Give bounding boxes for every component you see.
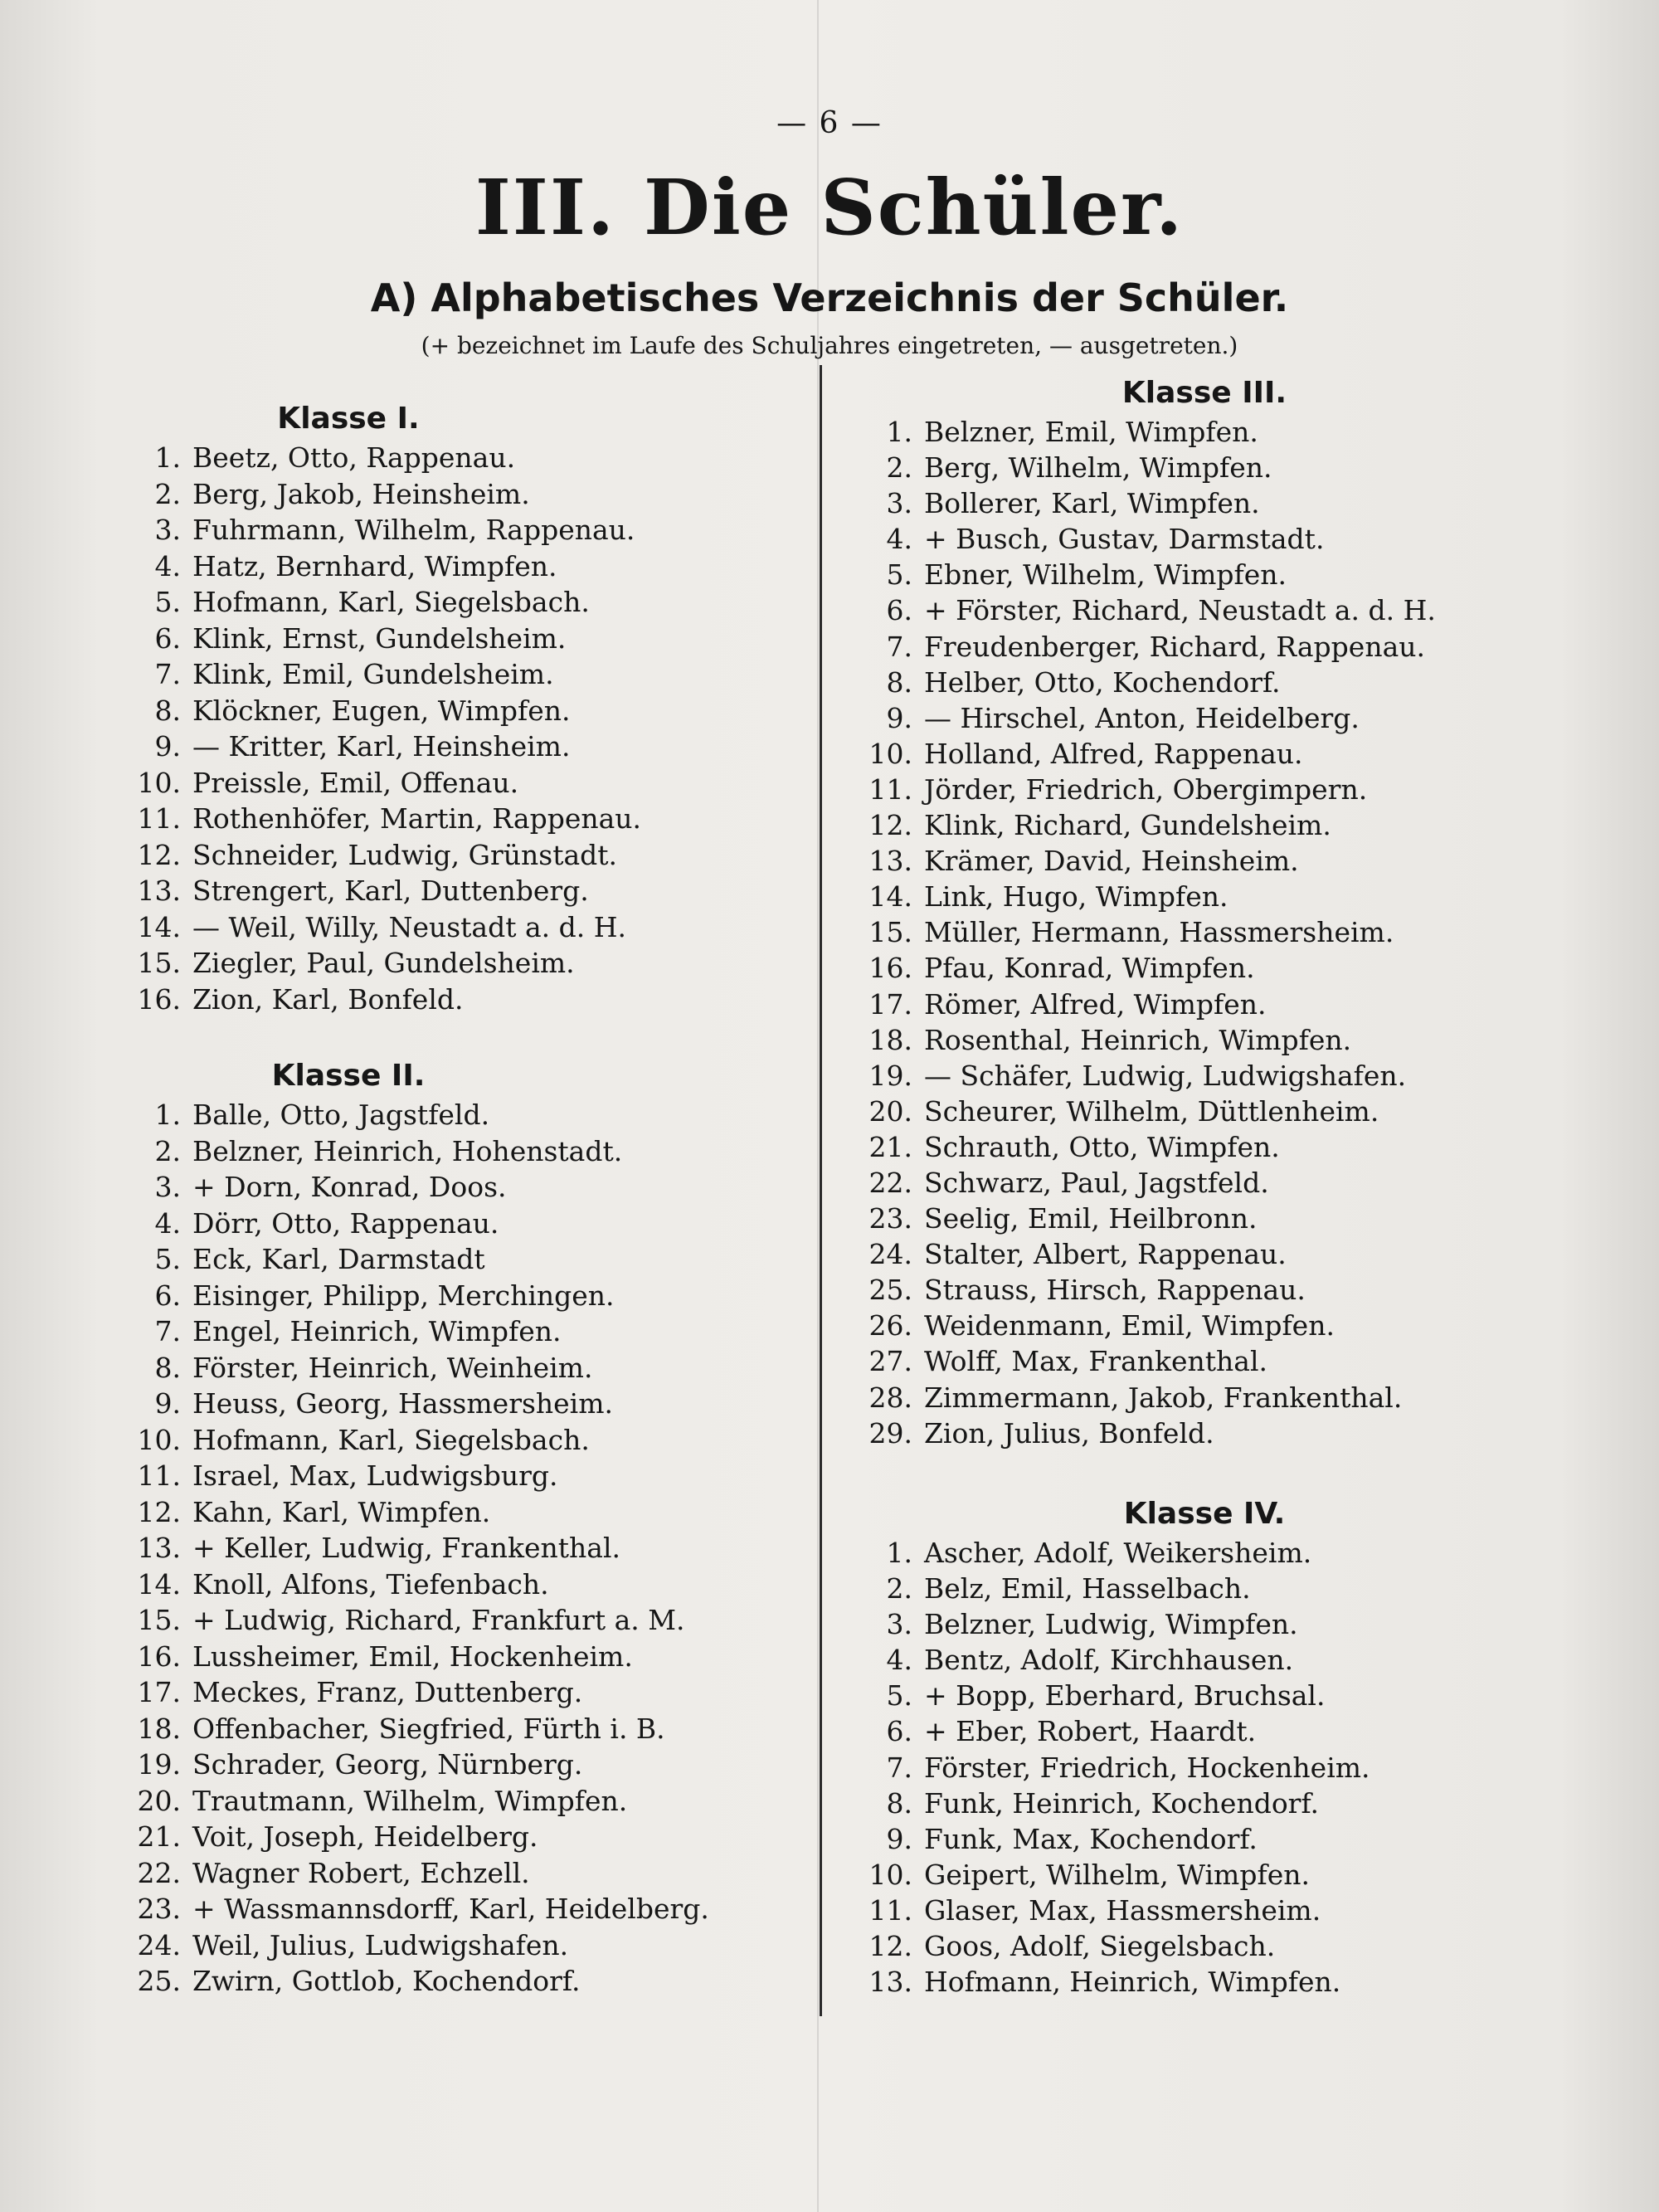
student-entry: Wagner Robert, Echzell. [192, 1856, 530, 1889]
student-entry: + Busch, Gustav, Darmstadt. [924, 523, 1325, 556]
student-entry: Ziegler, Paul, Gundelsheim. [192, 947, 575, 979]
student-entry: Bollerer, Karl, Wimpfen. [924, 487, 1260, 520]
student-entry: + Förster, Richard, Neustadt a. d. H. [924, 594, 1436, 627]
student-entry: Meckes, Franz, Duttenberg. [192, 1676, 583, 1708]
list-item [133, 837, 813, 874]
list-item [133, 548, 813, 585]
entry-number: 7. [154, 1315, 181, 1347]
entry-number: 18. [868, 1023, 912, 1056]
list-item [864, 914, 1594, 950]
list-item [864, 1678, 1594, 1713]
entry-number: 21. [868, 1130, 912, 1163]
list-item [133, 1639, 813, 1675]
list-item [864, 1642, 1594, 1678]
list-item [864, 1272, 1594, 1308]
student-entry: Kahn, Karl, Wimpfen. [192, 1495, 491, 1528]
entry-number: 13. [137, 875, 181, 907]
entry-number: 10. [868, 1858, 912, 1891]
list-item [864, 1415, 1594, 1451]
list-item [133, 1458, 813, 1494]
student-entry: Belzner, Ludwig, Wimpfen. [924, 1608, 1298, 1641]
list-item [864, 414, 1594, 450]
student-entry: Berg, Jakob, Heinsheim. [192, 477, 530, 510]
entry-number: 5. [886, 558, 912, 592]
list-item [133, 1313, 813, 1350]
list-item [864, 1928, 1594, 1964]
entry-number: 13. [868, 1966, 912, 1999]
entry-number: 12. [137, 1495, 181, 1528]
page-number: — 6 — [776, 106, 883, 140]
entry-number: 15. [137, 947, 181, 979]
entry-number: 22. [868, 1166, 912, 1199]
list-item [864, 665, 1594, 700]
student-entry: Rothenhöfer, Martin, Rappenau. [192, 802, 642, 835]
student-entry: Schwarz, Paul, Jagstfeld. [924, 1166, 1269, 1199]
list-item [133, 765, 813, 801]
list-item [133, 1530, 813, 1566]
list-item [133, 656, 813, 693]
student-entry: Goos, Adolf, Siegelsbach. [924, 1930, 1276, 1963]
list-item [133, 1169, 813, 1206]
student-entry: Preissle, Emil, Offenau. [192, 766, 519, 799]
list-item [864, 736, 1594, 772]
list-item [864, 1165, 1594, 1201]
student-entry: + Dorn, Konrad, Doos. [192, 1171, 507, 1203]
student-entry: + Keller, Ludwig, Frankenthal. [192, 1532, 621, 1564]
section-title: III. Die Schüler. [474, 163, 1185, 252]
entry-number: 2. [154, 477, 181, 510]
entry-number: 13. [868, 845, 912, 878]
student-entry: Eisinger, Philipp, Merchingen. [192, 1279, 615, 1312]
list-item [133, 1783, 813, 1820]
entry-number: 28. [868, 1381, 912, 1414]
list-item [864, 1236, 1594, 1272]
list-item [133, 1566, 813, 1603]
entry-number: 10. [137, 766, 181, 799]
klasse-4-entries [864, 1535, 1594, 2000]
klasse-4-list [864, 1493, 1594, 2000]
list-item [864, 1129, 1594, 1165]
student-entry: Balle, Otto, Jagstfeld. [192, 1099, 490, 1131]
student-entry: Belzner, Emil, Wimpfen. [924, 416, 1258, 448]
entry-number: 8. [154, 694, 181, 727]
entry-number: 4. [886, 1644, 912, 1677]
list-item [864, 1308, 1594, 1343]
student-entry: Ebner, Wilhelm, Wimpfen. [924, 558, 1287, 592]
list-item [864, 1094, 1594, 1129]
student-entry: Klink, Emil, Gundelsheim. [192, 658, 554, 690]
entry-number: 12. [137, 838, 181, 871]
entry-number: 20. [137, 1784, 181, 1817]
entry-number: 29. [868, 1416, 912, 1449]
list-item [864, 1893, 1594, 1928]
student-entry: — Hirschel, Anton, Heidelberg. [924, 701, 1360, 734]
list-item [133, 1494, 813, 1531]
list-item [133, 982, 813, 1018]
entry-number: 1. [886, 1537, 912, 1569]
student-entry: — Weil, Willy, Neustadt a. d. H. [192, 910, 627, 943]
entry-number: 19. [868, 1059, 912, 1092]
student-entry: Heuss, Georg, Hassmersheim. [192, 1387, 614, 1420]
student-entry: Seelig, Emil, Heilbronn. [924, 1202, 1258, 1235]
student-entry: Schneider, Ludwig, Grünstadt. [192, 838, 618, 871]
list-item [133, 1097, 813, 1133]
list-item [864, 1821, 1594, 1857]
list-item [133, 440, 813, 476]
student-entry: — Schäfer, Ludwig, Ludwigshafen. [924, 1059, 1407, 1092]
entry-number: 7. [154, 658, 181, 690]
list-item [864, 521, 1594, 557]
entry-number: 2. [886, 451, 912, 485]
list-item [864, 1606, 1594, 1642]
student-entry: Funk, Max, Kochendorf. [924, 1822, 1258, 1855]
entry-number: 17. [868, 987, 912, 1021]
student-entry: + Ludwig, Richard, Frankfurt a. M. [192, 1604, 685, 1636]
entry-number: 14. [137, 910, 181, 943]
legend-note: (+ bezeichnet im Laufe des Schuljahres eingetreten, — ausgetreten.) [421, 332, 1238, 359]
list-item [133, 873, 813, 909]
entry-number: 11. [137, 1459, 181, 1492]
entry-number: 5. [154, 1243, 181, 1275]
list-item [864, 1964, 1594, 2000]
student-entry: Engel, Heinrich, Wimpfen. [192, 1315, 562, 1347]
list-item [133, 1674, 813, 1711]
entry-number: 16. [868, 952, 912, 985]
entry-number: 25. [868, 1274, 912, 1307]
entry-number: 5. [154, 586, 181, 618]
student-entry: Voit, Joseph, Heidelberg. [192, 1820, 538, 1853]
list-item [864, 1343, 1594, 1379]
student-entry: Strengert, Karl, Duttenberg. [192, 875, 589, 907]
student-entry: Belz, Emil, Hasselbach. [924, 1572, 1251, 1605]
entry-number: 8. [886, 1786, 912, 1820]
entry-number: 6. [886, 1715, 912, 1748]
entry-number: 17. [137, 1676, 181, 1708]
student-entry: Pfau, Konrad, Wimpfen. [924, 952, 1255, 985]
list-item [133, 1386, 813, 1422]
list-item [133, 1891, 813, 1927]
list-item [133, 621, 813, 657]
entry-number: 7. [886, 630, 912, 663]
list-item [864, 1857, 1594, 1893]
student-entry: Förster, Friedrich, Hockenheim. [924, 1751, 1370, 1784]
student-entry: Stalter, Albert, Rappenau. [924, 1238, 1287, 1271]
student-entry: Dörr, Otto, Rappenau. [192, 1206, 499, 1240]
student-entry: Zimmermann, Jakob, Frankenthal. [924, 1381, 1403, 1414]
entry-number: 14. [868, 880, 912, 914]
student-entry: Berg, Wilhelm, Wimpfen. [924, 451, 1272, 485]
entry-number: 3. [886, 1608, 912, 1641]
entry-number: 2. [886, 1572, 912, 1605]
entry-number: 10. [137, 1423, 181, 1456]
klasse-1-list [133, 398, 813, 1017]
klasse-3-entries [864, 414, 1594, 1451]
student-entry: Zwirn, Gottlob, Kochendorf. [192, 1965, 581, 1997]
student-entry: Fuhrmann, Wilhelm, Rappenau. [192, 514, 635, 546]
list-item [133, 1747, 813, 1783]
list-item [864, 1058, 1594, 1094]
entry-number: 27. [868, 1345, 912, 1378]
entry-number: 8. [886, 665, 912, 699]
entry-number: 11. [868, 772, 912, 806]
entry-number: 12. [868, 1930, 912, 1963]
list-item [864, 1750, 1594, 1786]
entry-number: 19. [137, 1748, 181, 1781]
entry-number: 16. [137, 982, 181, 1016]
student-entry: + Eber, Robert, Haardt. [924, 1715, 1257, 1748]
entry-number: 18. [137, 1712, 181, 1745]
student-entry: Schrauth, Otto, Wimpfen. [924, 1130, 1280, 1163]
entry-number: 9. [154, 730, 181, 763]
list-item [133, 1927, 813, 1964]
entry-number: 22. [137, 1856, 181, 1889]
student-entry: Beetz, Otto, Rappenau. [192, 441, 516, 474]
list-item [864, 485, 1594, 521]
entry-number: 16. [137, 1640, 181, 1673]
list-item [133, 1241, 813, 1278]
student-entry: Weil, Julius, Ludwigshafen. [192, 1928, 569, 1961]
entry-number: 3. [154, 1171, 181, 1203]
student-entry: Eck, Karl, Darmstadt [192, 1243, 485, 1275]
list-item [133, 1602, 813, 1639]
list-item [133, 1422, 813, 1459]
student-entry: Hatz, Bernhard, Wimpfen. [192, 549, 557, 582]
entry-number: 5. [886, 1679, 912, 1713]
student-entry: + Bopp, Eberhard, Bruchsal. [924, 1679, 1326, 1713]
list-item [864, 1535, 1594, 1571]
klasse-3-heading: Klasse III. [1121, 376, 1287, 410]
list-item [133, 1963, 813, 2000]
klasse-3-list [864, 373, 1594, 1451]
student-entry: Link, Hugo, Wimpfen. [924, 880, 1228, 914]
student-entry: Geipert, Wilhelm, Wimpfen. [924, 1858, 1310, 1891]
student-entry: Knoll, Alfons, Tiefenbach. [192, 1567, 549, 1601]
section-subtitle: A) Alphabetisches Verzeichnis der Schüler. [370, 275, 1289, 320]
entry-number: 23. [137, 1893, 181, 1925]
list-item [864, 950, 1594, 986]
entry-number: 8. [154, 1351, 181, 1384]
list-item [864, 1786, 1594, 1821]
student-entry: Trautmann, Wilhelm, Wimpfen. [192, 1784, 628, 1817]
list-item [133, 584, 813, 621]
entry-number: 4. [886, 523, 912, 556]
klasse-1-entries [133, 440, 813, 1017]
student-entry: Weidenmann, Emil, Wimpfen. [924, 1309, 1335, 1342]
entry-number: 14. [137, 1567, 181, 1601]
entry-number: 10. [868, 737, 912, 770]
list-item [864, 557, 1594, 592]
list-item [864, 450, 1594, 485]
entry-number: 9. [154, 1387, 181, 1420]
student-entry: Scheurer, Wilhelm, Düttlenheim. [924, 1094, 1379, 1128]
student-entry: Hofmann, Karl, Siegelsbach. [192, 586, 590, 618]
entry-number: 3. [886, 487, 912, 520]
student-entry: Hofmann, Karl, Siegelsbach. [192, 1423, 590, 1456]
student-entry: Schrader, Georg, Nürnberg. [192, 1748, 583, 1781]
list-item [133, 512, 813, 548]
entry-number: 1. [154, 441, 181, 474]
student-entry: Ascher, Adolf, Weikersheim. [924, 1537, 1312, 1569]
list-item [864, 700, 1594, 736]
list-item [133, 1133, 813, 1170]
student-entry: Belzner, Heinrich, Hohenstadt. [192, 1134, 623, 1167]
student-entry: Freudenberger, Richard, Rappenau. [924, 630, 1425, 663]
entry-number: 11. [868, 1893, 912, 1927]
student-entry: Klink, Richard, Gundelsheim. [924, 809, 1331, 842]
student-entry: + Wassmannsdorff, Karl, Heidelberg. [192, 1893, 709, 1925]
student-entry: Funk, Heinrich, Kochendorf. [924, 1786, 1319, 1820]
student-entry: Klöckner, Eugen, Wimpfen. [192, 694, 571, 727]
list-item [133, 1711, 813, 1747]
student-entry: Lussheimer, Emil, Hockenheim. [192, 1640, 633, 1673]
student-entry: — Kritter, Karl, Heinsheim. [192, 730, 571, 763]
student-entry: Helber, Otto, Kochendorf. [924, 665, 1281, 699]
klasse-2-list [133, 1055, 813, 2000]
klasse-4-heading: Klasse IV. [1123, 1497, 1286, 1531]
klasse-2-entries [133, 1097, 813, 2000]
student-entry: Hofmann, Heinrich, Wimpfen. [924, 1966, 1341, 1999]
list-item [864, 807, 1594, 843]
student-entry: Wolff, Max, Frankenthal. [924, 1345, 1268, 1378]
entry-number: 9. [886, 701, 912, 734]
student-entry: Klink, Ernst, Gundelsheim. [192, 621, 567, 655]
list-item [864, 1713, 1594, 1749]
entry-number: 2. [154, 1134, 181, 1167]
list-item [133, 1855, 813, 1892]
entry-number: 25. [137, 1965, 181, 1997]
student-entry: Glaser, Max, Hassmersheim. [924, 1893, 1321, 1927]
entry-number: 1. [886, 416, 912, 448]
list-item [133, 1350, 813, 1386]
list-item [864, 987, 1594, 1022]
student-entry: Rosenthal, Heinrich, Wimpfen. [924, 1023, 1352, 1056]
column-divider [820, 365, 822, 2016]
entry-number: 7. [886, 1751, 912, 1784]
entry-number: 3. [154, 514, 181, 546]
list-item [133, 1278, 813, 1314]
entry-number: 4. [154, 1206, 181, 1240]
entry-number: 24. [137, 1928, 181, 1961]
student-entry: Holland, Alfred, Rappenau. [924, 737, 1303, 770]
list-item [133, 801, 813, 837]
student-entry: Förster, Heinrich, Weinheim. [192, 1351, 593, 1384]
list-item [864, 772, 1594, 807]
list-item [864, 1571, 1594, 1606]
list-item [133, 1819, 813, 1855]
list-item [864, 1201, 1594, 1236]
student-entry: Zion, Karl, Bonfeld. [192, 982, 464, 1016]
entry-number: 15. [868, 916, 912, 949]
student-entry: Strauss, Hirsch, Rappenau. [924, 1274, 1306, 1307]
entry-number: 26. [868, 1309, 912, 1342]
entry-number: 23. [868, 1202, 912, 1235]
student-entry: Bentz, Adolf, Kirchhausen. [924, 1644, 1294, 1677]
entry-number: 9. [886, 1822, 912, 1855]
list-item [133, 945, 813, 982]
entry-number: 6. [154, 1279, 181, 1312]
list-item [864, 1380, 1594, 1415]
list-item [864, 879, 1594, 914]
entry-number: 4. [154, 549, 181, 582]
entry-number: 13. [137, 1532, 181, 1564]
entry-number: 21. [137, 1820, 181, 1853]
list-item [864, 843, 1594, 879]
list-item [133, 909, 813, 946]
student-entry: Israel, Max, Ludwigsburg. [192, 1459, 558, 1492]
list-item [133, 476, 813, 513]
entry-number: 24. [868, 1238, 912, 1271]
list-item [133, 1206, 813, 1242]
list-item [864, 629, 1594, 665]
entry-number: 6. [886, 594, 912, 627]
student-entry: Krämer, David, Heinsheim. [924, 845, 1299, 878]
entry-number: 11. [137, 802, 181, 835]
student-entry: Zion, Julius, Bonfeld. [924, 1416, 1214, 1449]
list-item [133, 693, 813, 729]
student-entry: Römer, Alfred, Wimpfen. [924, 987, 1267, 1021]
student-entry: Jörder, Friedrich, Obergimpern. [924, 772, 1368, 806]
list-item [864, 1022, 1594, 1058]
list-item [133, 728, 813, 765]
student-entry: Müller, Hermann, Hassmersheim. [924, 916, 1394, 949]
student-entry: Offenbacher, Siegfried, Fürth i. B. [192, 1712, 665, 1745]
klasse-1-heading: Klasse I. [277, 402, 420, 436]
entry-number: 6. [154, 621, 181, 655]
entry-number: 12. [868, 809, 912, 842]
list-item [864, 592, 1594, 628]
entry-number: 15. [137, 1604, 181, 1636]
entry-number: 20. [868, 1094, 912, 1128]
klasse-2-heading: Klasse II. [271, 1059, 426, 1093]
entry-number: 1. [154, 1099, 181, 1131]
